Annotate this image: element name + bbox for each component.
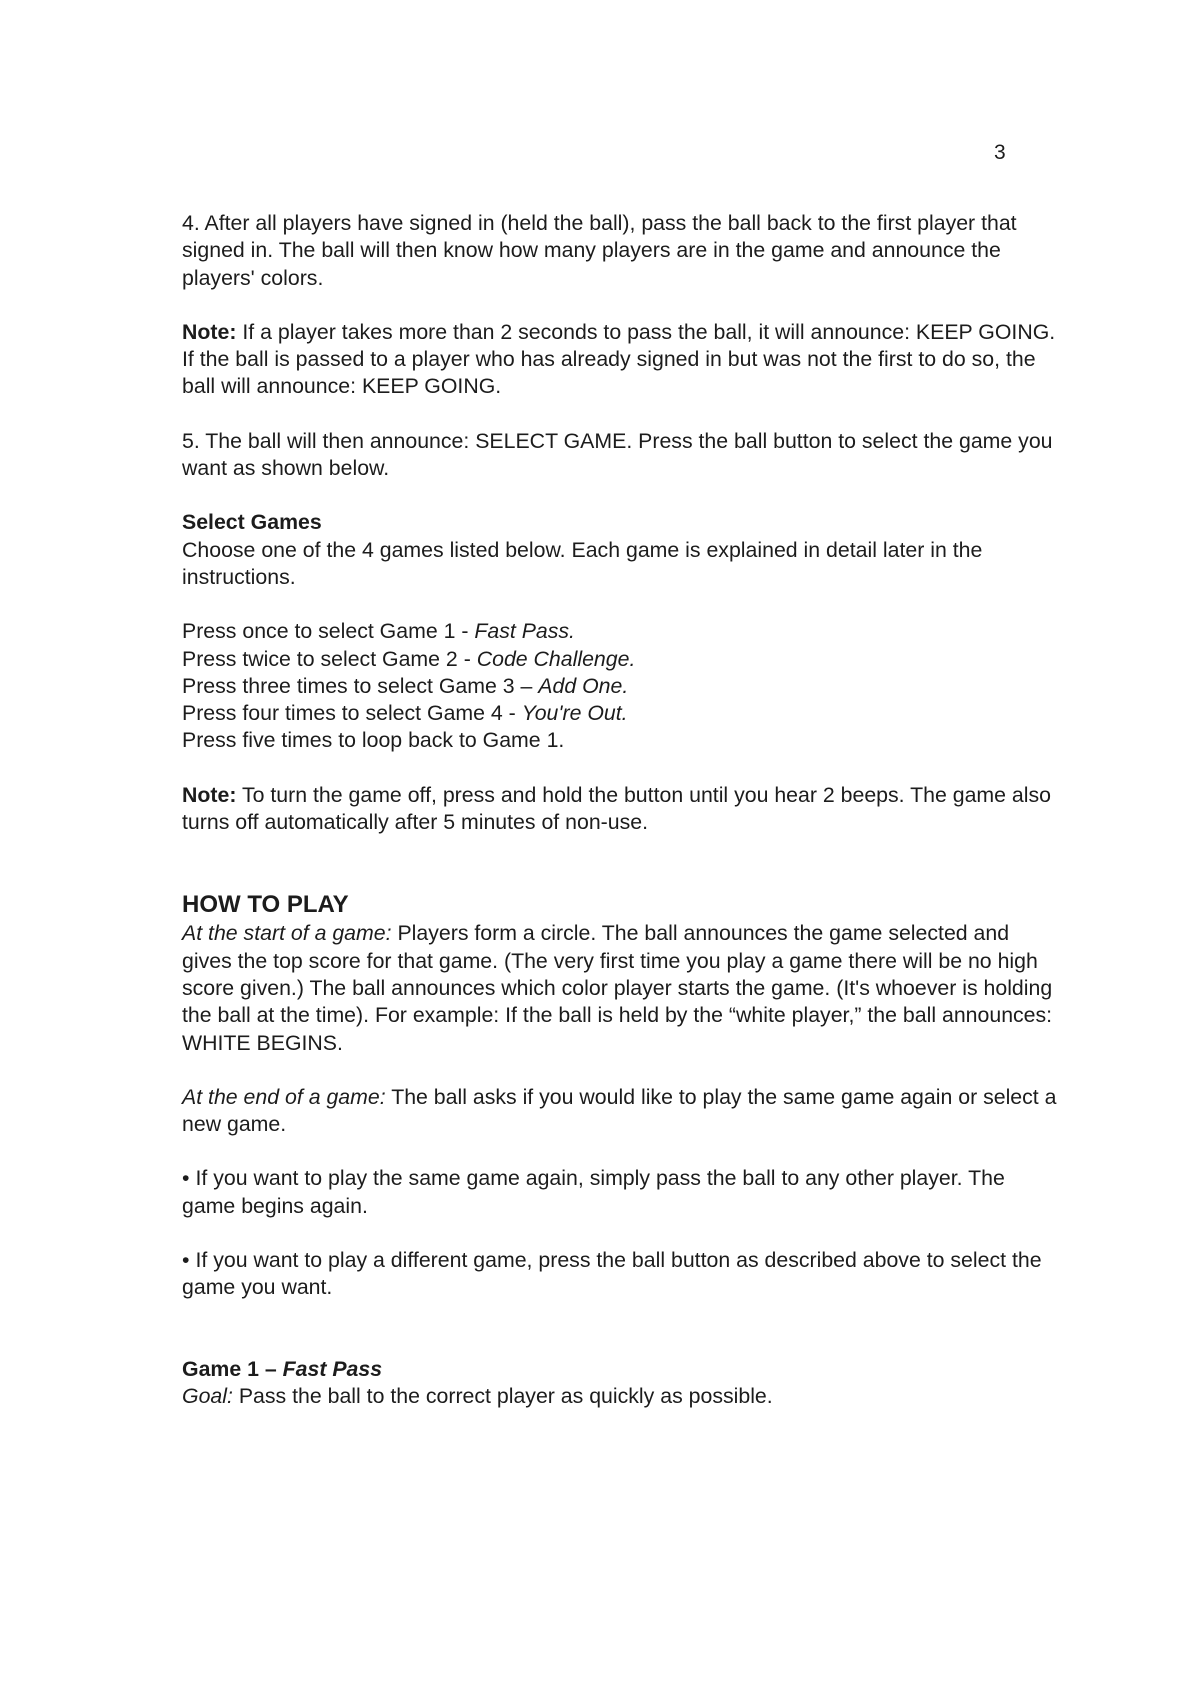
game-option-loop: Press five times to loop back to Game 1. [182,728,565,753]
option-game-name: Fast Pass. [474,619,575,644]
game-heading-name: Fast Pass [282,1356,383,1381]
how-to-play-heading: HOW TO PLAY [182,891,349,919]
goal-label: Goal: [182,1383,233,1408]
start-label: At the start of a game: [182,921,392,946]
end-label: At the end of a game: [182,1084,386,1109]
end-text: The ball asks if you would like to play the same game again or select a new game. [182,1084,1057,1137]
select-games-intro: Choose one of the 4 games listed below. Each game is explained in detail later in the instructions. [182,537,983,589]
game-option [182,700,1062,727]
note-text: If a player takes more than 2 seconds to pass the ball, it will announce: KEEP GOING. If the ball is passed to a player who has already signed in but was not the first to do so, the ball will announce: KEEP GOING. [182,319,1056,399]
note-label: Note: [182,782,237,807]
step-5-paragraph: 5. The ball will then announce: SELECT GAME. Press the ball button to select the game you want as shown below. [182,428,1053,481]
game-1-goal [182,1383,1062,1410]
goal-text: Pass the ball to the correct player as quickly as possible. [232,1383,773,1408]
start-of-game-paragraph [182,920,1062,1056]
bullet-different-game: • If you want to play a different game, press the ball button as described above to select the game you want. [182,1247,1062,1302]
option-game-name: You're Out. [521,701,628,726]
note-label: Note: [182,319,237,344]
select-games-heading: Select Games [182,510,322,535]
option-prefix: Press four times to select Game 4 - [182,701,522,726]
game-1-heading [182,1356,1062,1383]
start-text: Players form a circle. The ball announces the game selected and gives the top score for that game. (The very first time you play a game there will be no high score given.) The ball announces which color player starts the game. (It's whoever is holding the ball at the time). For example: If the ball is held by the “white player,” the ball announces: WHITE BEGINS. [182,921,1053,1055]
note-text: To turn the game off, press and hold the button until you hear 2 beeps. The game also turns off automatically after 5 minutes of non-use. [182,782,1051,835]
option-prefix: Press once to select Game 1 - [182,619,475,644]
bullet-same-game: • If you want to play the same game again, simply pass the ball to any other player. The game begins again. [182,1165,1062,1220]
option-prefix: Press twice to select Game 2 - [182,646,477,671]
note-keep-going [182,319,1062,401]
end-of-game-paragraph [182,1084,1062,1139]
document-body [182,210,1062,1410]
game-options-list [182,618,1062,754]
game-option [182,646,1062,673]
note-turn-off [182,782,1062,837]
option-game-name: Add One. [538,673,629,698]
page-number: 3 [994,141,1006,164]
game-option [182,618,1062,645]
game-option [182,673,1062,700]
game-heading-prefix: Game 1 – [182,1356,283,1381]
step-4-paragraph: 4. After all players have signed in (held the ball), pass the ball back to the first player that signed in. The ball will then know how many players are in the game and announce the players' colors. [182,211,1017,290]
option-prefix: Press three times to select Game 3 – [182,673,539,698]
option-game-name: Code Challenge. [476,646,636,671]
